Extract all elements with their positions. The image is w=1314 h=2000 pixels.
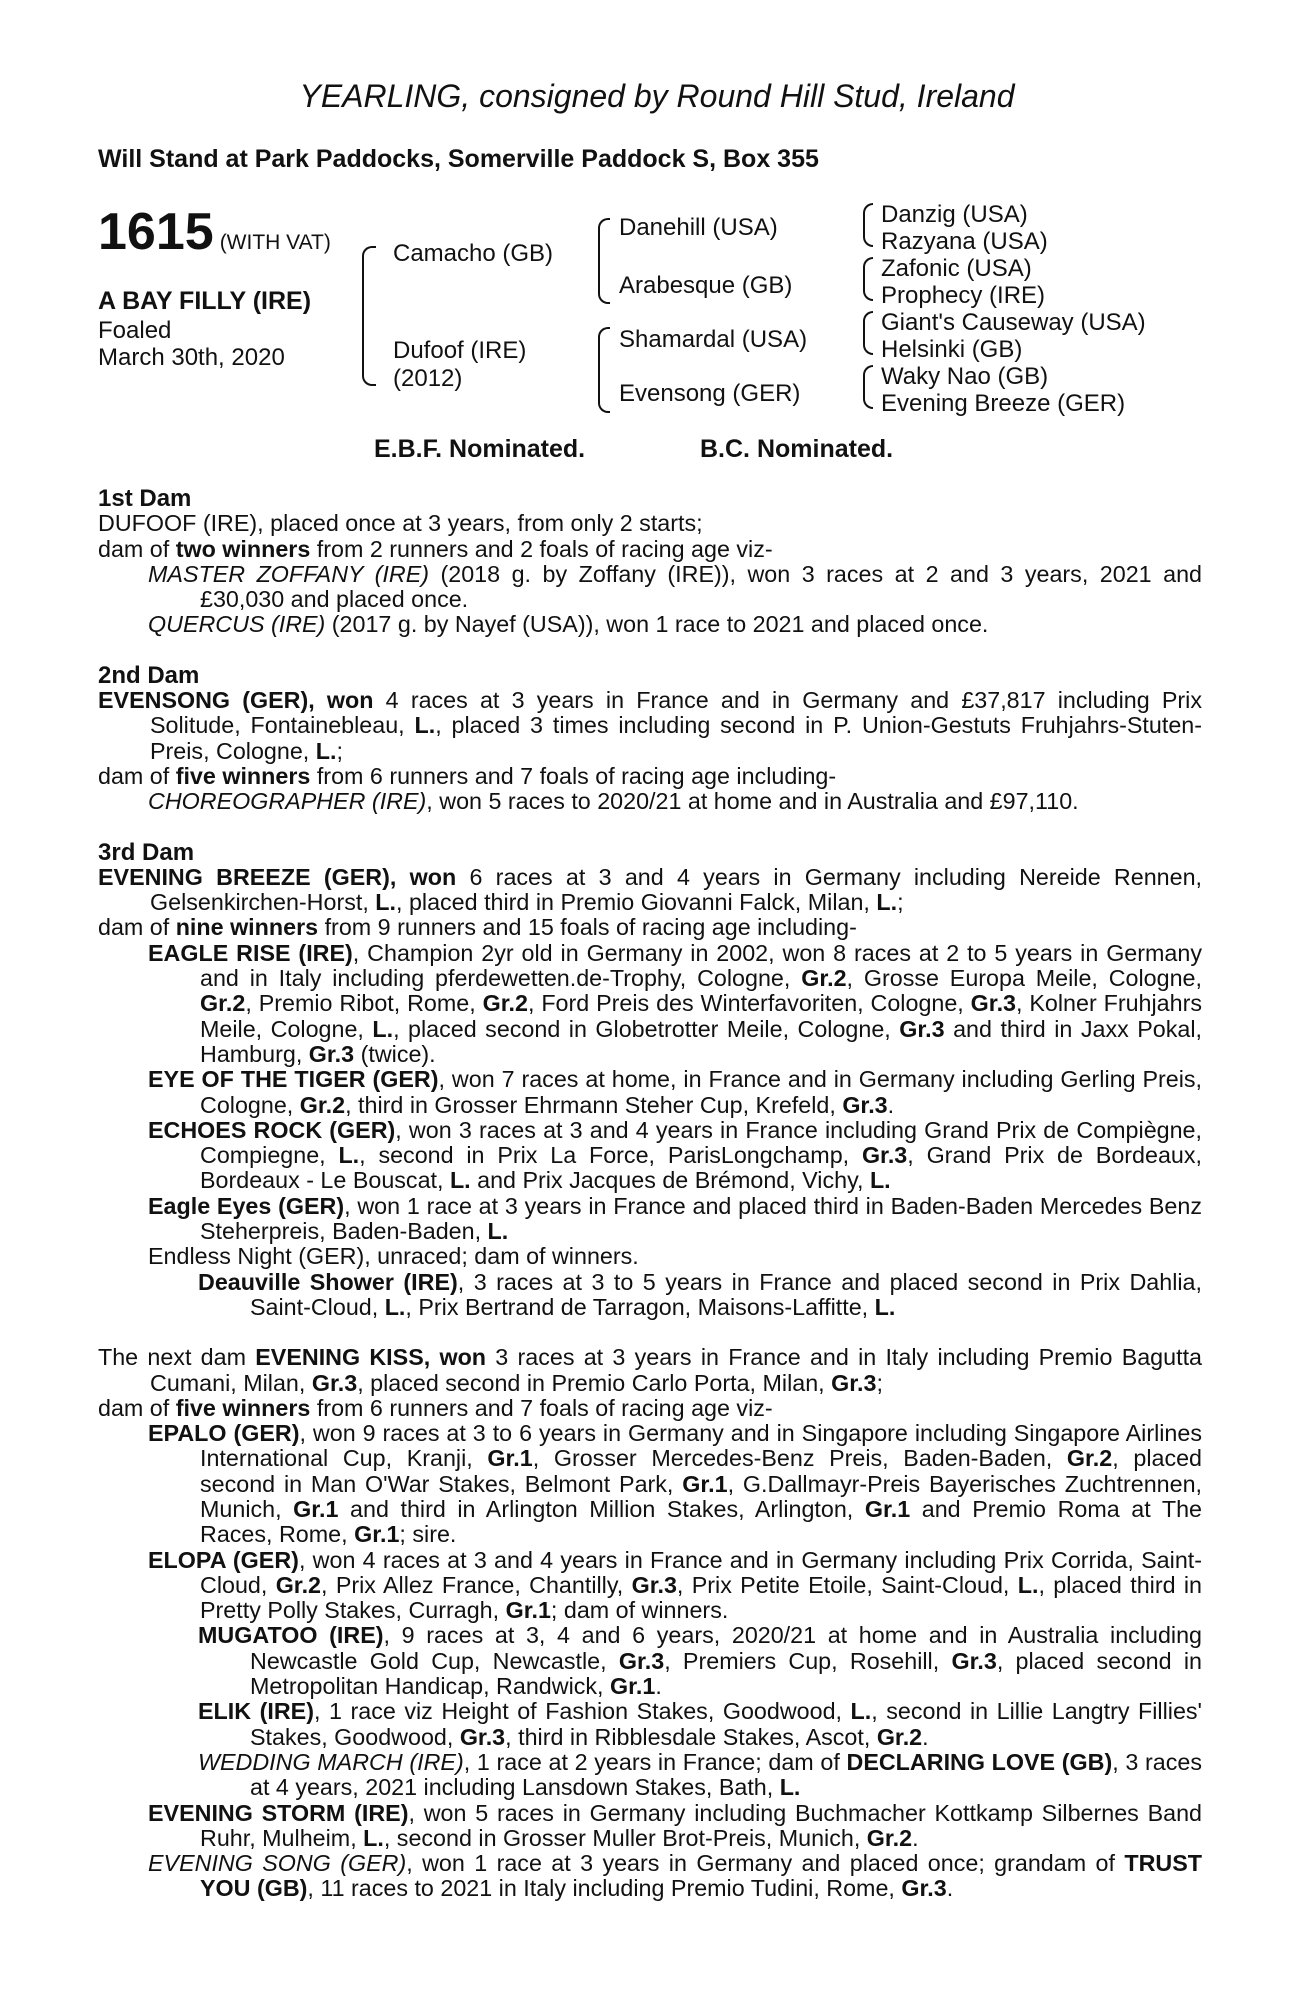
pedigree-dam-year: (2012) [393,365,463,392]
stand-location: Will Stand at Park Paddocks, Somerville Paddock S, Box 355 [98,145,819,173]
pedigree-sss: Danzig (USA) [881,201,1028,228]
first-dam-heading: 1st Dam [98,485,192,512]
lot-description: A BAY FILLY (IRE) [98,287,312,315]
vat-note: (WITH VAT) [219,231,331,254]
progeny-eagle-eyes: Eagle Eyes (GER), won 1 race at 3 years in France and placed third in Baden-Baden Mercedes Benz Steherpreis, Baden-Baden, L. [148,1192,1202,1245]
progeny-evening-storm: EVENING STORM (IRE), won 5 races in Germany including Buchmacher Kottkamp Silbernes Band Ruhr, Mulheim, L., second in Grosser Muller Brot-Preis, Munich, Gr.2. [148,1799,1202,1851]
lot-heading [98,202,331,262]
first-dam-progeny-2: QUERCUS (IRE) (2017 g. by Nayef (USA)), won 1 race to 2021 and placed once. [148,611,989,638]
progeny-evening-song: EVENING SONG (GER), won 1 race at 3 years in Germany and placed once; grandam of TRUST YOU (GB), 11 races to 2021 in Italy including Premio Tudini, Rome, Gr.3. [148,1850,1202,1902]
progeny-eagle-rise: EAGLE RISE (IRE), Champion 2yr old in Germany in 2002, won 8 races at 2 to 5 years in Germany and in Italy including pferdewetten.de-Trophy, Cologne, Gr.2, Grosse Europa Meile, Cologne, Gr.2, Premio Ribot, Rome, Gr.2, Ford Preis des Winterfavoriten, Cologne, Gr.3, Kolner Fruhjahrs Meile, Cologne, L., placed second in Globetrotter Meile, Cologne, Gr.3 and third in Jaxx Pokal, Hamburg, Gr.3 (twice). [148,939,1202,1067]
pedigree-dds: Waky Nao (GB) [881,363,1049,390]
pedigree-brace-main [362,246,376,386]
pedigree-brace-2 [863,257,873,301]
next-dam-produce-line: dam of five winners from 6 runners and 7 foals of racing age viz- [98,1394,773,1421]
lot-number: 1615 [98,203,214,261]
second-dam-line: EVENSONG (GER), won 4 races at 3 years in France and in Germany and £37,817 including Prix Solitude, Fontainebleau, L., placed 3 times including second in P. Union-Gestuts Fruhjahrs-Stuten-Preis, Cologne, L.; [98,687,1202,764]
pedigree-dsd: Helsinki (GB) [881,336,1023,363]
progeny-eye-of-the-tiger: EYE OF THE TIGER (GER), won 7 races at home, in France and in Germany including Gerling Preis, Cologne, Gr.2, third in Grosser Ehrmann Steher Cup, Krefeld, Gr.3. [148,1066,1203,1118]
third-dam-heading: 3rd Dam [98,838,195,866]
first-dam-produce-line: dam of two winners from 2 runners and 2 foals of racing age viz- [98,535,773,562]
progeny-echoes-rock: ECHOES ROCK (GER), won 3 races at 3 and 4 years in France including Grand Prix de Compiègne, Compiegne, L., second in Prix La Force, ParisLongchamp, Gr.3, Grand Prix de Bordeaux, Bordeaux - Le Bouscat, L. and Prix Jacques de Brémond, Vichy, L. [148,1116,1202,1194]
pedigree-sds: Zafonic (USA) [881,255,1032,282]
third-dam-line: EVENING BREEZE (GER), won 6 races at 3 and 4 years in Germany including Nereide Rennen, Gelsenkirchen-Horst, L., placed third in Premio Giovanni Falck, Milan, L.; [98,863,1203,916]
consignor-title: YEARLING, consigned by Round Hill Stud, Ireland [299,78,1015,114]
progeny-epalo: EPALO (GER), won 9 races at 3 to 6 years in Germany and in Singapore including Singapore Airlines International Cup, Kranji, Gr.1, Grosser Mercedes-Benz Preis, Baden-Baden, Gr.2, placed second in Man O'War Stakes, Belmont Park, Gr.1, G.Dallmayr-Preis Bayerisches Zuchtrennen, Munich, Gr.1 and third in Arlington Million Stakes, Arlington, Gr.1 and Premio Roma at The Races, Rome, Gr.1; sire. [148,1420,1203,1548]
first-dam-line: DUFOOF (IRE), placed once at 3 years, from only 2 starts; [98,510,703,537]
progeny-elik: ELIK (IRE), 1 race viz Height of Fashion Stakes, Goodwood, L., second in Lillie Langtry Fillies' Stakes, Goodwood, Gr.3, third in Ribblesdale Stakes, Ascot, Gr.2. [198,1698,1202,1750]
progeny-deauville-shower: Deauville Shower (IRE), 3 races at 3 to 5 years in France and placed second in Prix Dahlia, Saint-Cloud, L., Prix Bertrand de Tarragon, Maisons-Laffitte, L. [198,1268,1202,1320]
pedigree-brace-4 [863,365,873,409]
pedigree-ds: Shamardal (USA) [619,326,808,353]
pedigree-brace-dam [598,327,610,413]
progeny-mugatoo: MUGATOO (IRE), 9 races at 3, 4 and 6 years, 2020/21 at home and in Australia including Newcastle Gold Cup, Newcastle, Gr.3, Premiers Cup, Rosehill, Gr.3, placed second in Metropolitan Handicap, Randwick, Gr.1. [198,1622,1202,1700]
progeny-endless-night: Endless Night (GER), unraced; dam of winners. [148,1243,639,1270]
pedigree-brace-sire [598,218,610,304]
next-dam-line: The next dam EVENING KISS, won 3 races at 3 years in France and in Italy including Premio Bagutta Cumani, Milan, Gr.3, placed second in Premio Carlo Porta, Milan, Gr.3; [98,1344,1202,1396]
pedigree-notes [98,486,1202,1902]
bc-nominated: B.C. Nominated. [700,435,894,463]
second-dam-progeny-1: CHOREOGRAPHER (IRE), won 5 races to 2020/21 at home and in Australia and £97,110. [148,788,1079,815]
pedigree-sire: Camacho (GB) [393,240,554,267]
foaled-date: March 30th, 2020 [98,344,285,371]
first-dam-progeny-1: MASTER ZOFFANY (IRE) (2018 g. by Zoffany (IRE)), won 3 races at 2 and 3 years, 2021 and £30,030 and placed once. [148,560,1202,613]
progeny-elopa: ELOPA (GER), won 4 races at 3 and 4 years in France and in Germany including Prix Corrida, Saint-Cloud, Gr.2, Prix Allez France, Chantilly, Gr.3, Prix Petite Etoile, Saint-Cloud, L., placed third in Pretty Polly Stakes, Curragh, Gr.1; dam of winners. [148,1546,1203,1624]
pedigree-ddd: Evening Breeze (GER) [881,390,1126,417]
second-dam-heading: 2nd Dam [98,661,200,689]
foaled-label: Foaled [98,317,172,344]
pedigree-ssd: Razyana (USA) [881,228,1048,255]
pedigree-sd: Arabesque (GB) [619,272,793,299]
pedigree-ss: Danehill (USA) [619,214,778,241]
pedigree-brace-1 [863,203,873,247]
pedigree-sdd: Prophecy (IRE) [881,282,1046,309]
progeny-wedding-march: WEDDING MARCH (IRE), 1 race at 2 years in France; dam of DECLARING LOVE (GB), 3 races at 4 years, 2021 including Lansdown Stakes, Bath, L. [198,1748,1203,1801]
pedigree-dss: Giant's Causeway (USA) [881,309,1146,336]
third-dam-produce-line: dam of nine winners from 9 runners and 15 foals of racing age including- [98,914,857,941]
ebf-nominated: E.B.F. Nominated. [374,435,586,463]
pedigree-dd: Evensong (GER) [619,380,801,407]
second-dam-produce-line: dam of five winners from 6 runners and 7 foals of racing age including- [98,762,837,789]
pedigree-dam: Dufoof (IRE) [393,337,527,364]
pedigree-brace-3 [863,311,873,355]
